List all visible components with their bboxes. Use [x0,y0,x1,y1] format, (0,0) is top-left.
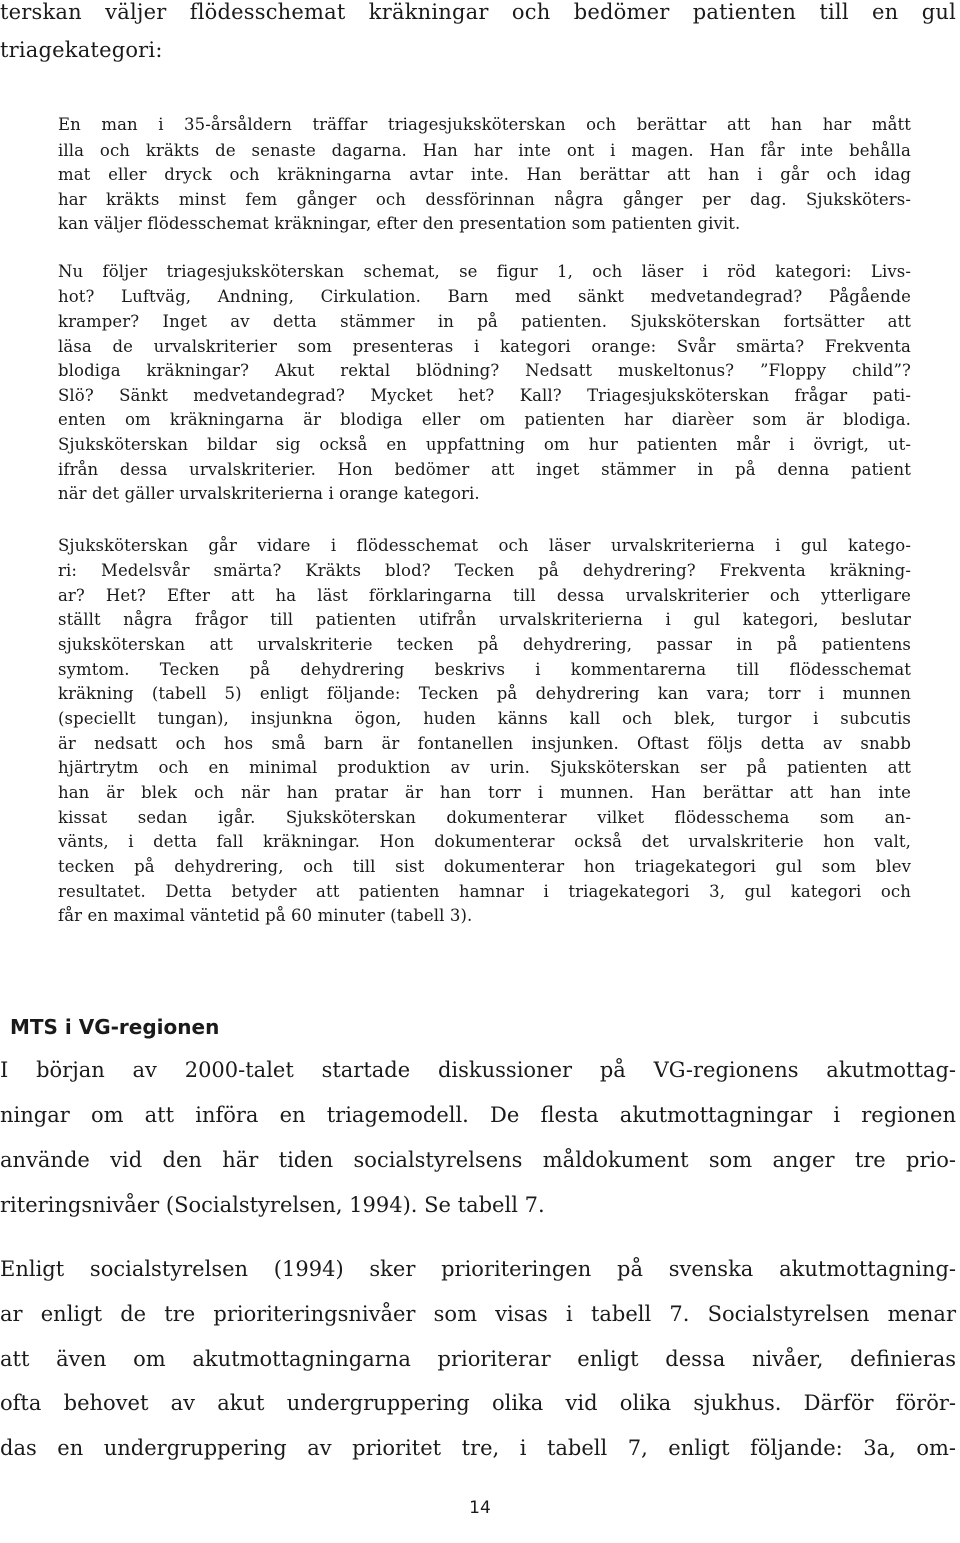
case-p3-line-5: sjuksköterskan att urvalskriterie tecken på dehydrering, passar in på patientens [58,635,911,654]
body-p1-line-4: riteringsnivåer (Socialstyrelsen, 1994). Se tabell 7. [0,1193,545,1217]
case-p3-line-16: får en maximal väntetid på 60 minuter (tabell 3). [58,906,473,925]
case-p1-line-2: illa och kräkts de senaste dagarna. Han har inte ont i magen. Han får inte behålla [58,141,911,160]
case-p1-line-3: mat eller dryck och kräkningarna avtar inte. Han berättar att han i går och idag [58,165,911,184]
case-p3-line-9: är nedsatt och hos små barn är fontanellen insjunken. Oftast följs detta av snabb [58,734,911,753]
case-p3-line-15: resultatet. Detta betyder att patienten hamnar i triagekategori 3, gul kategori och [58,882,911,901]
case-p2-line-10: när det gäller urvalskriterierna i orange kategori. [58,484,480,503]
body-p2-line-5: das en undergruppering av prioritet tre, i tabell 7, enligt följande: 3a, om- [0,1436,956,1460]
case-p3-line-11: han är blek och när han pratar är han torr i munnen. Han berättar att han inte [58,783,911,802]
body-p1-line-2: ningar om att införa en triagemodell. De flesta akutmottagningar i regionen [0,1103,956,1127]
body-p1-line-1: I början av 2000-talet startade diskussioner på VG-regionens akutmottag- [0,1058,956,1082]
case-p3-line-12: kissat sedan igår. Sjuksköterskan dokumenterar vilket flödesschema som an- [58,808,911,827]
case-p2-line-7: enten om kräkningarna är blodiga eller om patienten har diarèer som är blodiga. [58,410,911,429]
case-p2-line-6: Slö? Sänkt medvetandegrad? Mycket het? Kall? Triagesjuksköterskan frågar pati- [58,386,911,405]
case-p2-line-1: Nu följer triagesjuksköterskan schemat, se figur 1, och läser i röd kategori: Livs- [58,262,911,281]
section-heading: MTS i VG-regionen [10,1015,220,1039]
body-p1-line-3: använde vid den här tiden socialstyrelsens måldokument som anger tre prio- [0,1148,956,1172]
case-p1-line-1: En man i 35-årsåldern träffar triagesjuksköterskan och berättar att han har mått [58,115,911,134]
body-p2-line-4: ofta behovet av akut undergruppering olika vid olika sjukhus. Därför förör- [0,1391,956,1415]
case-p2-line-2: hot? Luftväg, Andning, Cirkulation. Barn med sänkt medvetandegrad? Pågående [58,287,911,306]
case-p3-line-3: ar? Het? Efter att ha läst förklaringarna till dessa urvalskriterier och ytterligare [58,586,911,605]
case-p3-line-1: Sjuksköterskan går vidare i flödesschemat och läser urvalskriterierna i gul katego- [58,536,911,555]
body-p2-line-2: ar enligt de tre prioriteringsnivåer som visas i tabell 7. Socialstyrelsen menar [0,1302,956,1326]
intro-line-1: terskan väljer flödesschemat kräkningar och bedömer patienten till en gul [0,0,956,24]
body-p2-line-3: att även om akutmottagningarna prioriterar enligt dessa nivåer, definieras [0,1347,956,1371]
body-p2-line-1: Enligt socialstyrelsen (1994) sker prioriteringen på svenska akutmottagning- [0,1257,956,1281]
case-p1-line-4: har kräkts minst fem gånger och dessförinnan några gånger per dag. Sjuksköters- [58,190,911,209]
case-p3-line-8: (speciellt tungan), insjunkna ögon, huden känns kall och blek, turgor i subcutis [58,709,911,728]
case-p3-line-13: vänts, i detta fall kräkningar. Hon dokumenterar också det urvalskriterie hon valt, [58,832,911,851]
case-p3-line-10: hjärtrytm och en minimal produktion av urin. Sjuksköterskan ser på patienten att [58,758,911,777]
case-p2-line-8: Sjuksköterskan bildar sig också en uppfattning om hur patienten mår i övrigt, ut- [58,435,911,454]
case-p3-line-7: kräkning (tabell 5) enligt följande: Tecken på dehydrering kan vara; torr i munnen [58,684,911,703]
case-p1-line-5: kan väljer flödesschemat kräkningar, efter den presentation som patienten givit. [58,214,741,233]
case-p2-line-4: läsa de urvalskriterier som presenteras i kategori orange: Svår smärta? Frekventa [58,337,911,356]
case-p3-line-4: ställt några frågor till patienten utifrån urvalskriterierna i gul kategori, beslutar [58,610,911,629]
case-p2-line-9: ifrån dessa urvalskriterier. Hon bedömer att inget stämmer in på denna patient [58,460,911,479]
case-p2-line-5: blodiga kräkningar? Akut rektal blödning? Nedsatt muskeltonus? ”Floppy child”? [58,361,911,380]
case-p3-line-6: symtom. Tecken på dehydrering beskrivs i kommentarerna till flödesschemat [58,660,911,679]
intro-line-2: triagekategori: [0,38,163,62]
case-p3-line-14: tecken på dehydrering, och till sist dokumenterar hon triagekategori gul som blev [58,857,911,876]
case-p3-line-2: ri: Medelsvår smärta? Kräkts blod? Tecken på dehydrering? Frekventa kräkning- [58,561,911,580]
case-p2-line-3: kramper? Inget av detta stämmer in på patienten. Sjuksköterskan fortsätter att [58,312,911,331]
page-number: 14 [469,1498,491,1518]
